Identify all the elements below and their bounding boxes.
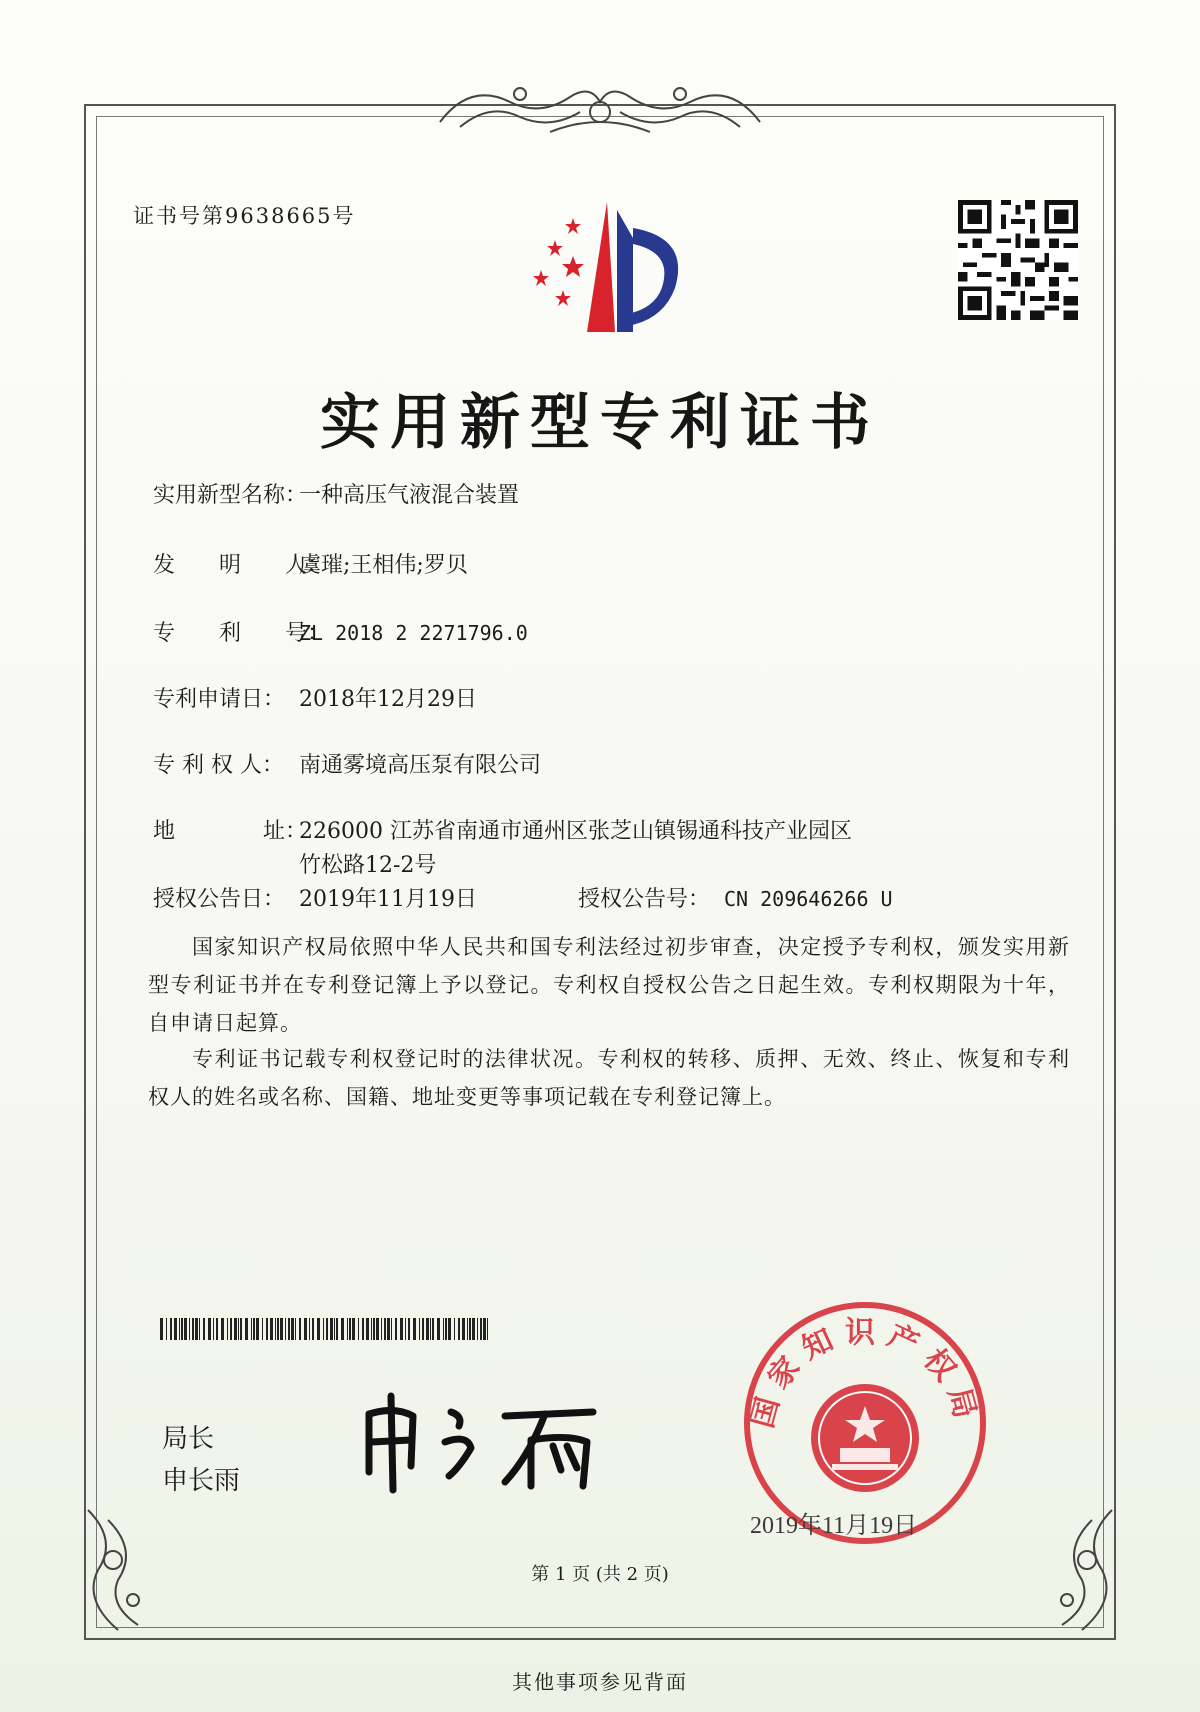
top-ornament-icon bbox=[430, 72, 770, 142]
signatory-name: 申长雨 bbox=[162, 1466, 241, 1496]
seal-text: 国家知识产权局 bbox=[744, 1315, 986, 1432]
certificate-number: 证书号第9638665号 bbox=[133, 204, 356, 228]
field-value: 2019年11月19日 bbox=[299, 887, 477, 912]
field-label: 授权公告号： bbox=[578, 887, 711, 912]
field-utility-name bbox=[153, 478, 519, 509]
barcode-icon bbox=[160, 1318, 490, 1340]
field-inventor bbox=[153, 548, 468, 579]
field-label: 授权公告日： bbox=[153, 887, 286, 912]
field-value: 虞璀;王相伟;罗贝 bbox=[299, 553, 468, 578]
field-value: 2018年12月29日 bbox=[299, 687, 477, 712]
field-value: 南通雾境高压泵有限公司 bbox=[299, 753, 542, 778]
field-label: 专 利 号： bbox=[153, 621, 330, 646]
page-number: 第 1 页 (共 2 页) bbox=[531, 1564, 669, 1585]
qr-code-icon bbox=[958, 200, 1078, 320]
field-grant-number bbox=[578, 882, 893, 913]
field-address-line2: 竹松路12-2号 bbox=[299, 853, 437, 878]
statement-paragraph: 专利证书记载专利权登记时的法律状况。专利权的转移、质押、无效、终止、恢复和专利权人的姓名或名称、国籍、地址变更等事项记载在专利登记簿上。 bbox=[148, 1047, 1070, 1109]
field-value: 一种高压气液混合装置 bbox=[299, 483, 520, 508]
field-patentee bbox=[153, 748, 541, 779]
handwritten-signature-icon bbox=[355, 1386, 625, 1496]
field-label: 专 利 权 人： bbox=[153, 753, 284, 778]
cnipa-logo-icon bbox=[515, 198, 695, 338]
field-apply-date bbox=[153, 682, 477, 713]
signatory-title: 局长 bbox=[162, 1424, 215, 1454]
statement-paragraph: 国家知识产权局依照中华人民共和国专利法经过初步审查，决定授予专利权，颁发实用新型专利证书并在专利登记簿上予以登记。专利权自授权公告之日起生效。专利权期限为十年，自申请日起算。 bbox=[148, 935, 1070, 1035]
footer-note: 其他事项参见背面 bbox=[512, 1670, 688, 1694]
field-grant-date bbox=[153, 882, 477, 913]
field-label: 专利申请日： bbox=[153, 687, 286, 712]
field-address bbox=[153, 814, 852, 845]
field-value: 226000 江苏省南通市通州区张芝山镇锡通科技产业园区 bbox=[299, 819, 852, 844]
seal-date: 2019年11月19日 bbox=[750, 1513, 918, 1539]
certificate-title: 实用新型专利证书 bbox=[320, 388, 880, 458]
field-label: 地 址： bbox=[153, 819, 308, 844]
field-value: CN 209646266 U bbox=[724, 887, 893, 911]
field-label: 发 明 人： bbox=[153, 553, 330, 578]
field-value: ZL 2018 2 2271796.0 bbox=[299, 621, 528, 645]
field-label: 实用新型名称： bbox=[153, 483, 308, 508]
field-patent-number bbox=[153, 616, 528, 647]
